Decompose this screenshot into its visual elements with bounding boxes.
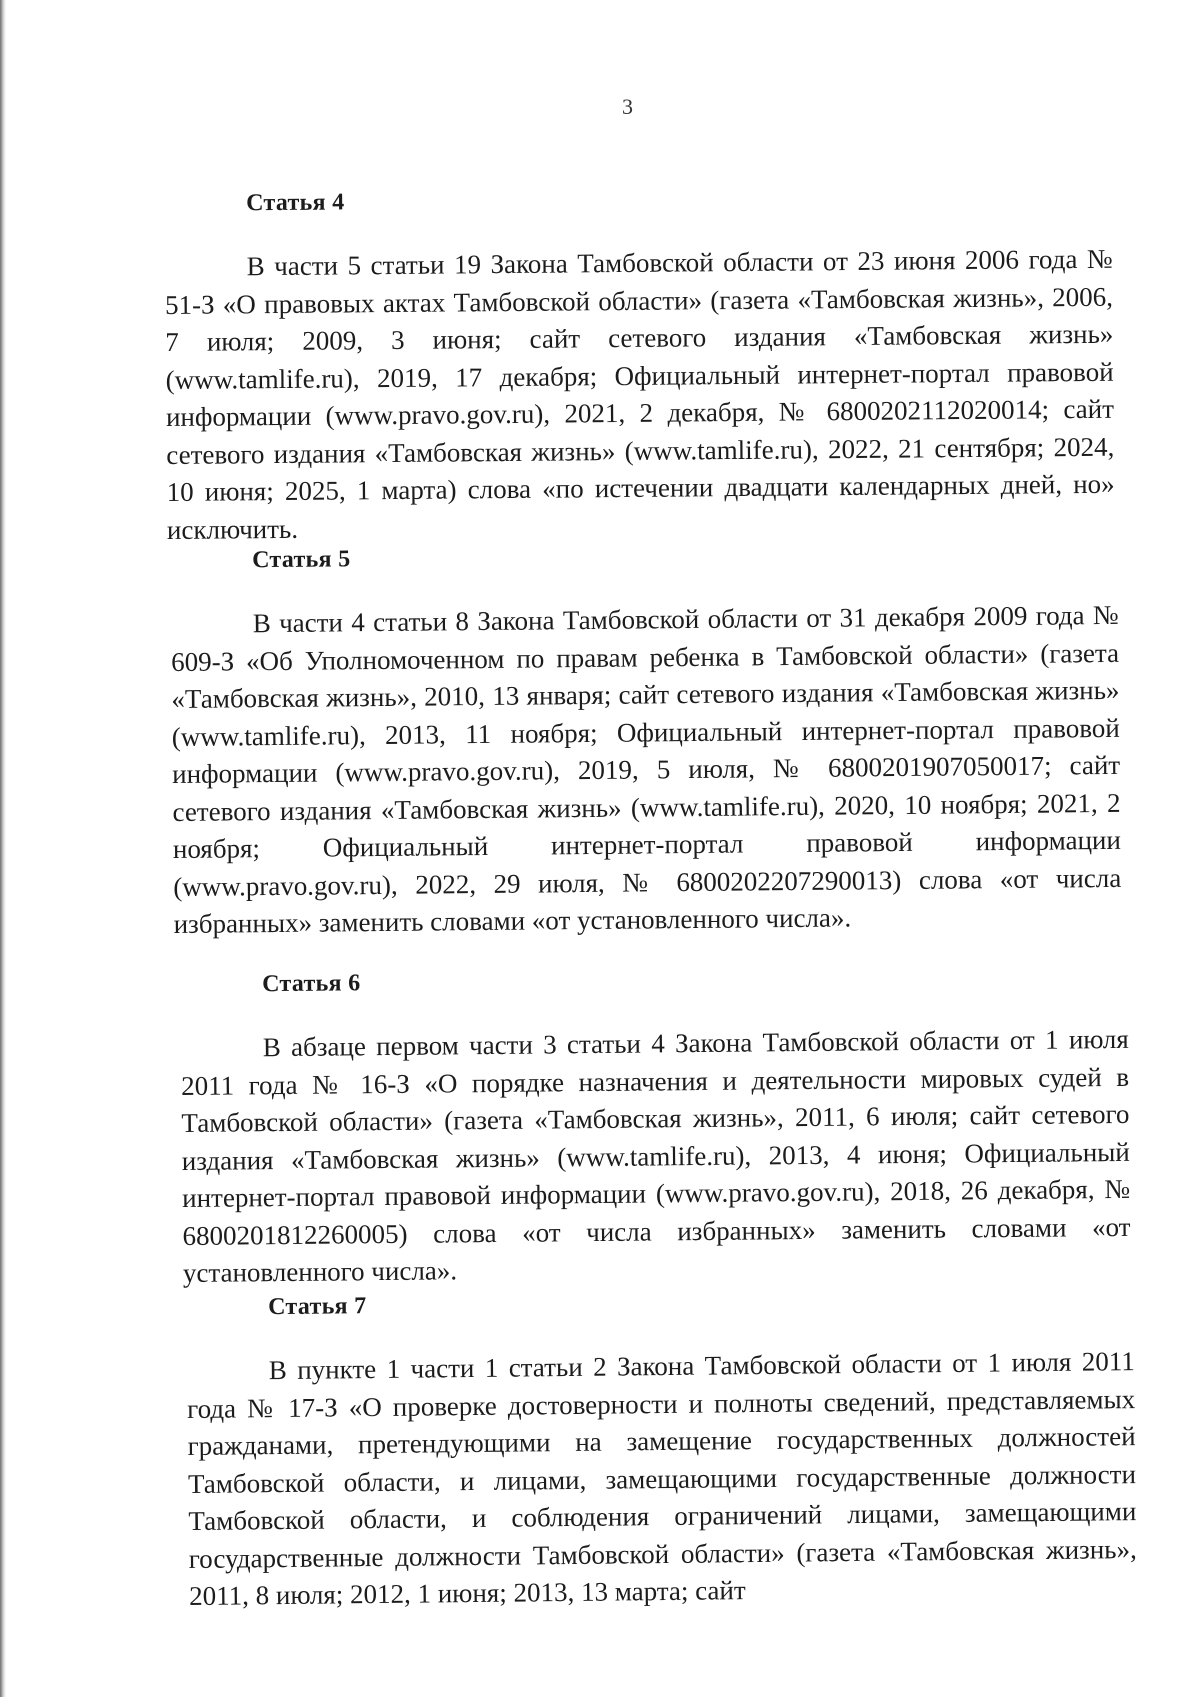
article-text: В абзаце первом части 3 статьи 4 Закона Тамбовской области от 1 июля 2011 года № 16-З «О порядке назначения и деятельности мировых судей в Тамбовской области» (газета «Тамбовская жизнь», 2011, 6 июля; сайт сетевого издания «Тамбовская жизнь» (www.tamlife.ru), 2013, 4 июня; Официальный интернет-портал правовой информации (www.pravo.gov.ru), 2018, 26 декабря, № 6800201812260005) слова «от числа избранных» заменить словами «от установленного числа». xyxy=(180,1023,1131,1288)
article-text: В части 5 статьи 19 Закона Тамбовской области от 23 июня 2006 года № 51-З «О правовых актах Тамбовской области» (газета «Тамбовская жизнь», 2006, 7 июля; 2009, 3 июня; сайт сетевого издания «Тамбовская жизнь» (www.tamlife.ru), 2019, 17 декабря; Официальный интернет-портал правовой информации (www.pravo.gov.ru), 2021, 2 декабря, № 6800202112020014; сайт сетевого издания «Тамбовская жизнь» (www.tamlife.ru), 2022, 21 сентября; 2024, 10 июня; 2025, 1 марта) слова «по истечении двадцати календарных дней, но» исключить. xyxy=(164,243,1115,545)
scan-edge-shadow xyxy=(0,0,6,1697)
article-7 xyxy=(186,1283,1137,1615)
article-text: В части 4 статьи 8 Закона Тамбовской области от 31 декабря 2009 года № 609-З «Об Уполномоченном по правам ребенка в Тамбовской области» (газета «Тамбовская жизнь», 2010, 13 января; сайт сетевого издания «Тамбовская жизнь» (www.tamlife.ru), 2013, 11 ноября; Официальный интернет-портал правовой информации (www.pravo.gov.ru), 2019, 5 июля, № 6800201907050017; сайт сетевого издания «Тамбовская жизнь» (www.tamlife.ru), 2020, 10 ноября; 2021, 2 ноября; Официальный интернет-портал правовой информации (www.pravo.gov.ru), 2022, 29 июля, № 6800202207290013) слова «от числа избранных» заменить словами «от установленного числа». xyxy=(170,599,1122,939)
page-number: 3 xyxy=(622,94,633,119)
article-text: В пункте 1 части 1 статьи 2 Закона Тамбовской области от 1 июля 2011 года № 17-З «О проверке достоверности и полноты сведений, представляемых гражданами, претендующими на замещение государственных должностей Тамбовской области, и лицами, замещающими государственные должности Тамбовской области, и соблюдения ограничений лицами, замещающими государственные должности Тамбовской области» (газета «Тамбовская жизнь», 2011, 8 июля; 2012, 1 июня; 2013, 13 марта; сайт xyxy=(187,1346,1137,1611)
article-heading: Статья 5 xyxy=(252,546,351,574)
article-heading: Статья 4 xyxy=(246,189,345,217)
article-5 xyxy=(170,537,1122,944)
article-heading: Статья 6 xyxy=(262,970,361,998)
article-heading: Статья 7 xyxy=(268,1293,367,1321)
article-6 xyxy=(180,961,1131,1293)
article-4 xyxy=(164,181,1115,549)
